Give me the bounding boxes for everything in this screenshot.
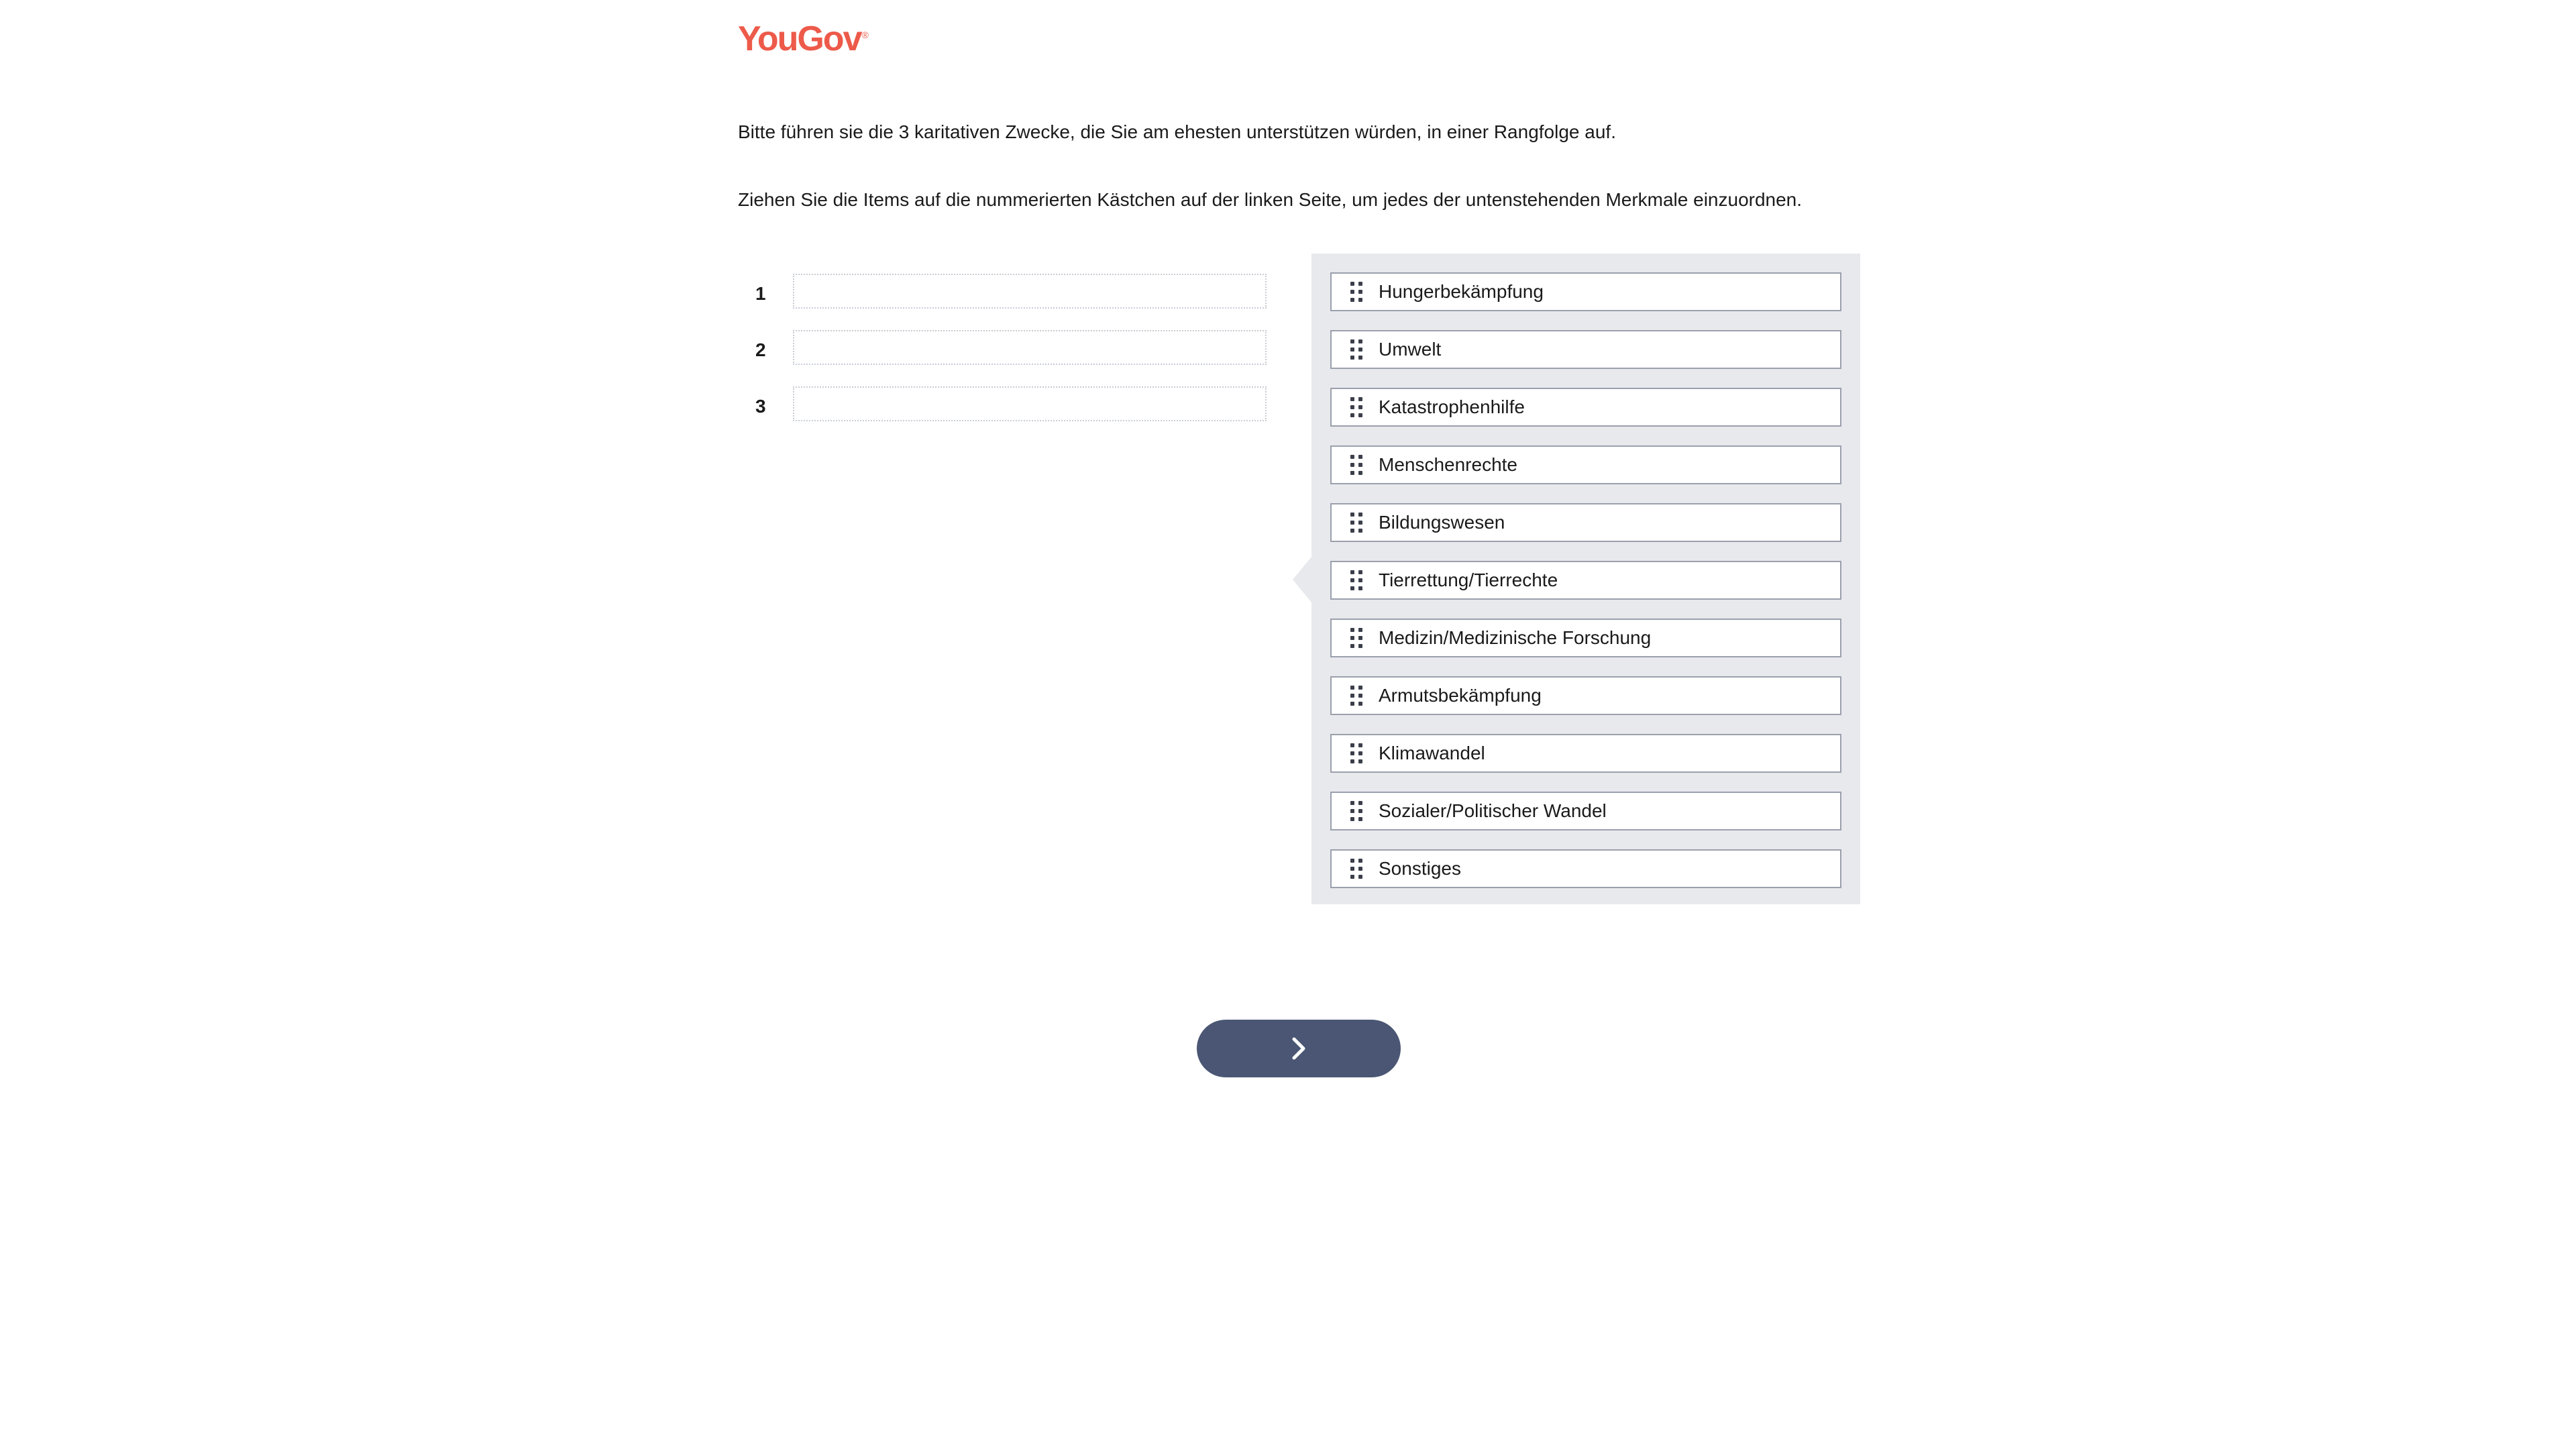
drag-handle-icon xyxy=(1350,628,1362,648)
drag-item-sozialer-wandel[interactable] xyxy=(1330,792,1841,830)
logo-registered-mark: ® xyxy=(861,29,867,40)
slot-number: 1 xyxy=(755,283,766,304)
drag-handle-icon xyxy=(1350,455,1362,475)
drag-item-hungerbekaempfung[interactable] xyxy=(1330,272,1841,311)
drag-item-medizin[interactable] xyxy=(1330,619,1841,657)
drag-item-label: Menschenrechte xyxy=(1379,454,1518,475)
drag-item-label: Umwelt xyxy=(1379,339,1442,360)
next-button[interactable] xyxy=(1197,1020,1401,1077)
slot-number: 2 xyxy=(755,339,766,360)
drop-target-1[interactable] xyxy=(793,274,1267,309)
ranking-slot-2 xyxy=(738,330,1268,386)
drag-handle-icon xyxy=(1350,859,1362,879)
drag-item-sonstiges[interactable] xyxy=(1330,849,1841,888)
drop-target-3[interactable] xyxy=(793,386,1267,421)
drag-item-label: Medizin/Medizinische Forschung xyxy=(1379,627,1652,648)
drag-item-label: Katastrophenhilfe xyxy=(1379,396,1525,417)
drag-item-armutsbekaempfung[interactable] xyxy=(1330,676,1841,715)
drag-item-tierrettung[interactable] xyxy=(1330,561,1841,600)
drag-handle-icon xyxy=(1350,801,1362,821)
drag-item-label: Klimawandel xyxy=(1379,743,1485,763)
yougov-logo xyxy=(738,19,867,59)
drag-item-umwelt[interactable] xyxy=(1330,330,1841,369)
drag-handle-icon xyxy=(1350,686,1362,706)
chevron-right-icon xyxy=(1289,1035,1309,1062)
drag-handle-icon xyxy=(1350,570,1362,590)
panel-pointer-arrow xyxy=(1293,557,1311,602)
slot-number: 3 xyxy=(755,396,766,417)
drag-handle-icon xyxy=(1350,282,1362,302)
drag-handle-icon xyxy=(1350,513,1362,533)
drag-item-label: Armutsbekämpfung xyxy=(1379,685,1542,706)
ranking-slots xyxy=(738,274,1268,443)
question-text: Bitte führen sie die 3 karitativen Zwecke, die Sie am ehesten unterstützen würden, in einer Rangfolge auf. xyxy=(738,121,1616,142)
drag-item-menschenrechte[interactable] xyxy=(1330,445,1841,484)
drag-handle-icon xyxy=(1350,397,1362,417)
drag-item-label: Sozialer/Politischer Wandel xyxy=(1379,800,1607,821)
drag-item-katastrophenhilfe[interactable] xyxy=(1330,388,1841,427)
logo-text: YouGov xyxy=(738,19,861,58)
drag-handle-icon xyxy=(1350,743,1362,763)
drag-handle-icon xyxy=(1350,339,1362,360)
drag-item-label: Sonstiges xyxy=(1379,858,1461,879)
ranking-slot-3 xyxy=(738,386,1268,443)
drag-item-klimawandel[interactable] xyxy=(1330,734,1841,773)
drop-target-2[interactable] xyxy=(793,330,1267,365)
drag-item-bildungswesen[interactable] xyxy=(1330,503,1841,542)
drag-item-label: Hungerbekämpfung xyxy=(1379,281,1544,302)
drag-item-label: Tierrettung/Tierrechte xyxy=(1379,570,1558,590)
ranking-slot-1 xyxy=(738,274,1268,330)
drag-item-label: Bildungswesen xyxy=(1379,512,1505,533)
instruction-text: Ziehen Sie die Items auf die nummerierten Kästchen auf der linken Seite, um jedes der untenstehenden Merkmale einzuordnen. xyxy=(738,189,1803,210)
items-panel xyxy=(1311,254,1860,904)
